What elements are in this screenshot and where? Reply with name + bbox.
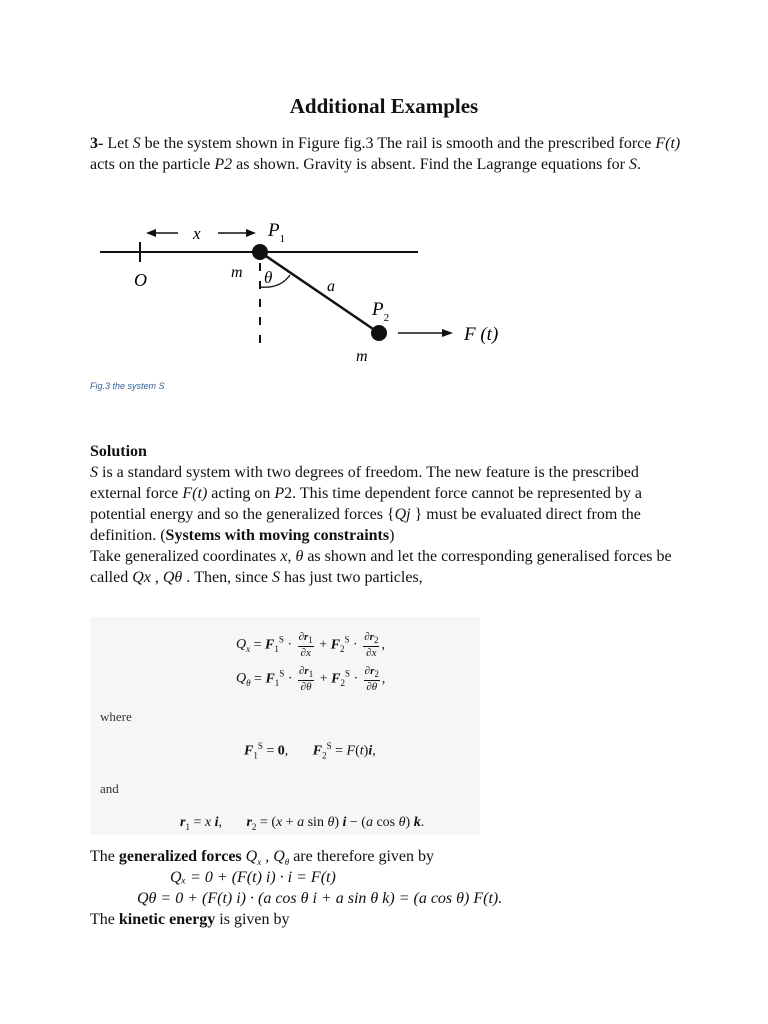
equation-qx: $Q_x = F_1^S$ · $\frac{\partial r_1}{\partial x}$ + $F_2^S$ · $\frac{\partial r_2}{\partial x}$ ,	[236, 631, 385, 660]
mass2-label: m	[356, 348, 368, 365]
gen-force-qtheta: Qθ = 0 + (F(t) i) · (a cos θ i + a sin θ k) = (a cos θ) F(t).	[137, 890, 503, 907]
equations-block	[90, 617, 480, 835]
particle-p1	[252, 244, 268, 260]
equation-forces: $F_1^S = 0$, $F_2^S = F(t)i$,	[244, 741, 376, 761]
solution-heading: Solution	[90, 443, 147, 460]
system-diagram	[90, 205, 510, 375]
equation-positions: $r_1 = x$ i, $r_2 = (x + a$ sin θ) i − (a cos θ) k.	[180, 815, 425, 832]
length-label: a	[327, 278, 335, 295]
particle-p2	[371, 325, 387, 341]
generalized-forces-intro: The generalized forces $Q_x$ , $Q_\theta$ are therefore given by	[90, 848, 434, 868]
problem-number: 3-	[90, 135, 104, 152]
p1-label: $P_1$	[268, 220, 286, 245]
problem-statement: 3- Let S be the system shown in Figure fig.3 The rail is smooth and the prescribed force F(t) acts on the particle P2 as shown. Gravity is absent. Find the Lagrange equations for S.	[90, 135, 681, 173]
where-label: where	[100, 709, 132, 724]
figure-caption: Fig.3 the system S	[90, 381, 165, 391]
equation-qtheta: $Q_\theta = F_1^S$ · $\frac{\partial r_1}{\partial\theta}$ + $F_2^S$ · $\frac{\partial r_2}{\partial\theta}$ ,	[236, 665, 386, 694]
kinetic-energy-intro: The kinetic energy is given by	[90, 911, 290, 928]
theta-label: θ	[264, 268, 273, 287]
solution-text: Solution S is a standard system with two degrees of freedom. The new feature is the prescribed external force F(t) acting on P2. This time dependent force cannot be represented by a potential energy and so the generalized forces {Qj } must be evaluated direct from the definition. (Systems with moving constraints) Take generalized coordinates x, θ as shown and let the corresponding generalised forces be called Qx , Qθ . Then, since S has just two particles,	[90, 443, 672, 586]
origin-label: O	[134, 270, 147, 290]
page-title: Additional Examples	[289, 94, 479, 118]
and-label: and	[100, 781, 119, 796]
x-label: x	[193, 224, 201, 243]
gen-force-qx: Qₓ = 0 + (F(t) i) · i = F(t)	[170, 869, 336, 886]
force-label: F (t)	[464, 324, 499, 345]
mass1-label: m	[231, 264, 243, 281]
p2-label: $P_2$	[372, 299, 390, 324]
